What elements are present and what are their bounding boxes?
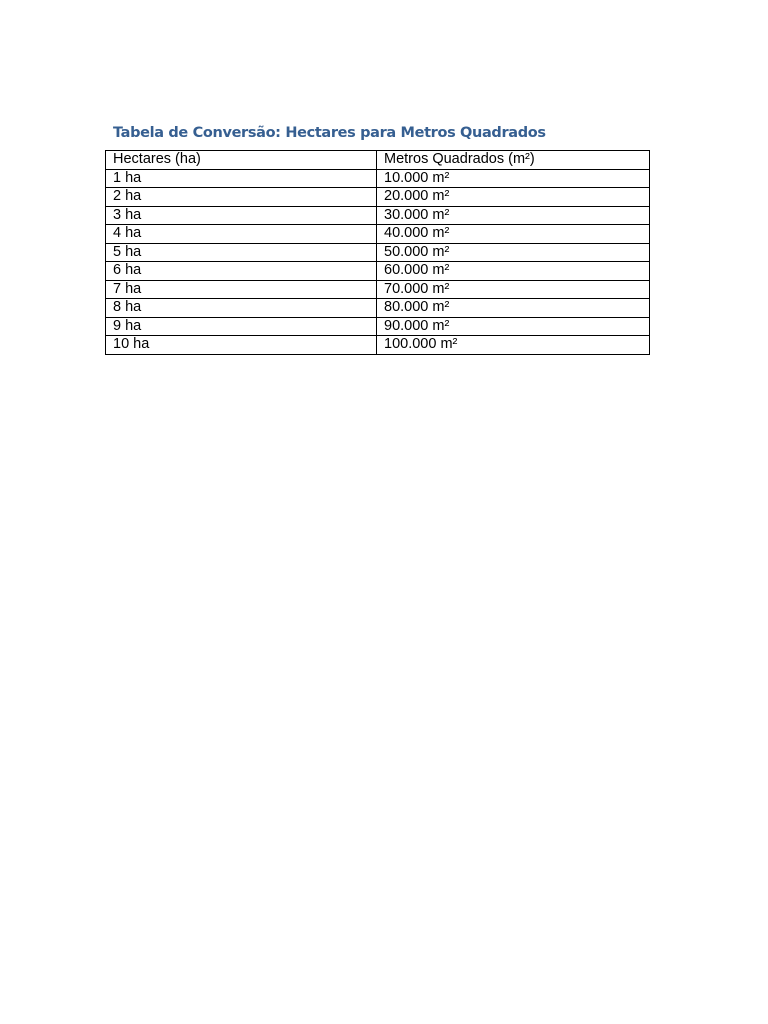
cell-hectares: 3 ha: [106, 206, 377, 225]
cell-square-meters: 20.000 m²: [377, 188, 650, 207]
cell-square-meters: 30.000 m²: [377, 206, 650, 225]
cell-hectares: 9 ha: [106, 317, 377, 336]
cell-hectares: 6 ha: [106, 262, 377, 281]
conversion-table: [105, 150, 650, 355]
cell-square-meters: 100.000 m²: [377, 336, 650, 355]
page-title: Tabela de Conversão: Hectares para Metros Quadrados: [113, 125, 546, 141]
cell-square-meters: 40.000 m²: [377, 225, 650, 244]
cell-hectares: 8 ha: [106, 299, 377, 318]
table-row: [106, 336, 650, 355]
table-row: [106, 188, 650, 207]
cell-square-meters: 10.000 m²: [377, 169, 650, 188]
table-row: [106, 169, 650, 188]
cell-square-meters: 80.000 m²: [377, 299, 650, 318]
table-row: [106, 225, 650, 244]
header-square-meters: Metros Quadrados (m²): [377, 151, 650, 170]
cell-hectares: 5 ha: [106, 243, 377, 262]
cell-hectares: 4 ha: [106, 225, 377, 244]
cell-square-meters: 50.000 m²: [377, 243, 650, 262]
cell-hectares: 2 ha: [106, 188, 377, 207]
cell-hectares: 10 ha: [106, 336, 377, 355]
table-row: [106, 243, 650, 262]
table-header-row: [106, 151, 650, 170]
table-row: [106, 317, 650, 336]
table-row: [106, 280, 650, 299]
header-hectares: Hectares (ha): [106, 151, 377, 170]
table-row: [106, 262, 650, 281]
cell-square-meters: 60.000 m²: [377, 262, 650, 281]
cell-hectares: 7 ha: [106, 280, 377, 299]
table-row: [106, 299, 650, 318]
cell-square-meters: 90.000 m²: [377, 317, 650, 336]
cell-hectares: 1 ha: [106, 169, 377, 188]
table-row: [106, 206, 650, 225]
cell-square-meters: 70.000 m²: [377, 280, 650, 299]
